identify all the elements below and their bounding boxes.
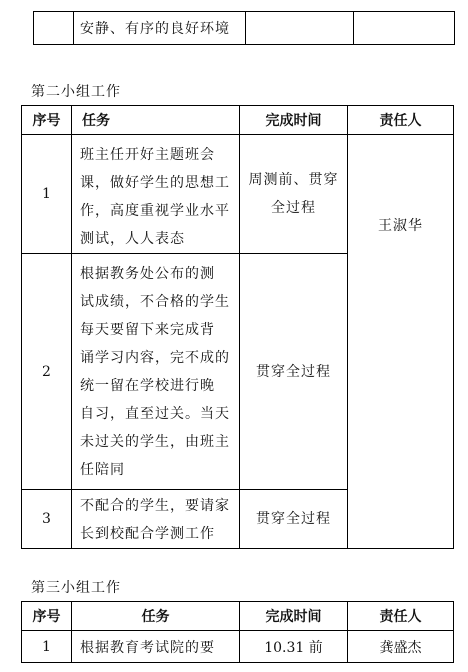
time-cell — [240, 135, 348, 254]
header-owner: 责任人 — [348, 106, 454, 135]
task-text: 安静、有序的良好环境 — [80, 21, 230, 37]
task-line: 每天要留下来完成背 — [80, 322, 215, 338]
task-line: 试成绩，不合格的学生 — [80, 294, 230, 310]
task-cell — [74, 12, 246, 45]
group1-table-continuation — [33, 11, 455, 45]
time-cell — [246, 12, 354, 45]
no-cell: 1 — [22, 135, 72, 254]
table-row — [22, 631, 454, 663]
time-line: 贯穿全过程 — [256, 363, 331, 380]
no-cell: 1 — [22, 631, 72, 663]
task-line: 测试，人人表态 — [80, 231, 185, 247]
owner-cell — [354, 12, 455, 45]
time-cell — [240, 254, 348, 490]
header-task — [72, 106, 240, 135]
task-line: 长到校配合学测工作 — [80, 526, 215, 542]
header-row — [22, 602, 454, 631]
task-text: 根据教育考试院的要 — [80, 639, 215, 656]
header-no: 序号 — [22, 106, 72, 135]
header-time: 完成时间 — [240, 106, 348, 135]
time-cell — [240, 490, 348, 549]
header-owner: 责任人 — [348, 602, 454, 631]
task-line: 任陪同 — [80, 462, 125, 478]
task-line: 作，高度重视学业水平 — [80, 203, 230, 219]
time-line: 周测前、贯穿 — [248, 172, 339, 188]
no-cell: 3 — [22, 490, 72, 549]
task-line: 统一留在学校进行晚 — [80, 378, 215, 394]
task-cell — [72, 490, 240, 549]
time-line: 全过程 — [271, 200, 316, 216]
no-cell: 2 — [22, 254, 72, 490]
task-line: 自习，直至过关。当天 — [80, 406, 230, 422]
task-line: 课，做好学生的思想工 — [80, 175, 230, 191]
time-line: 贯穿全过程 — [256, 511, 331, 527]
owner-cell — [348, 135, 454, 549]
table-row — [22, 135, 454, 254]
group2-table — [21, 105, 454, 549]
group2-title: 第二小组工作 — [31, 84, 121, 100]
table-row — [34, 12, 455, 45]
no-cell — [34, 12, 74, 45]
task-line: 根据教务处公布的测 — [80, 266, 215, 282]
task-line: 班主任开好主题班会 — [80, 147, 215, 163]
header-task-label: 任务 — [82, 113, 110, 129]
header-task: 任务 — [72, 602, 240, 631]
owner-name: 王淑华 — [378, 218, 423, 234]
time-cell: 10.31 前 — [240, 631, 348, 663]
task-cell — [72, 135, 240, 254]
header-time: 完成时间 — [240, 602, 348, 631]
owner-cell: 龚盛杰 — [348, 631, 454, 663]
task-line: 诵学习内容，完不成的 — [80, 350, 230, 366]
header-row — [22, 106, 454, 135]
task-cell — [72, 254, 240, 490]
task-line: 不配合的学生，要请家 — [80, 498, 230, 514]
group3-table — [21, 601, 454, 663]
task-cell — [72, 631, 240, 663]
task-line: 未过关的学生，由班主 — [80, 434, 230, 450]
header-no: 序号 — [22, 602, 72, 631]
group3-title: 第三小组工作 — [31, 580, 121, 596]
